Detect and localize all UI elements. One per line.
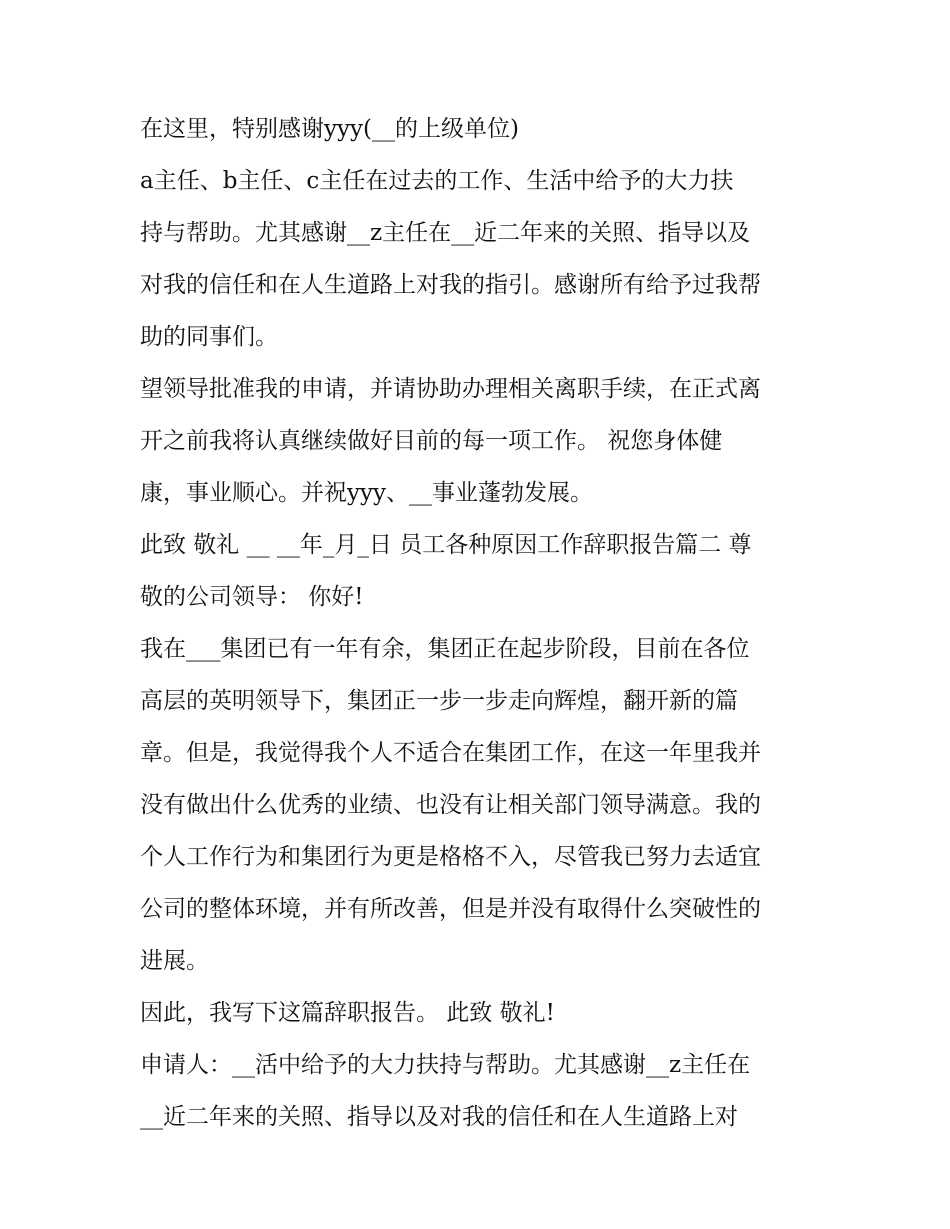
text-line: 助的同事们。 — [140, 324, 278, 350]
text-line: 持与帮助。尤其感谢__z主任在__近二年来的关照、指导以及 — [140, 220, 751, 246]
text-line: 对我的信任和在人生道路上对我的指引。感谢所有给予过我帮 — [140, 272, 761, 298]
document-body — [140, 108, 820, 1148]
text-line: 因此，我写下这篇辞职报告。 此致 敬礼! — [140, 1000, 555, 1026]
text-line: a主任、b主任、c主任在过去的工作、生活中给予的大力扶 — [140, 168, 734, 194]
text-line: 在这里，特别感谢yyy(__的上级单位) — [140, 116, 519, 142]
text-line: 章。但是，我觉得我个人不适合在集团工作，在这一年里我并 — [140, 740, 761, 766]
text-line: 我在___集团已有一年有余，集团正在起步阶段，目前在各位 — [140, 636, 750, 662]
text-line: 公司的整体环境，并有所改善，但是并没有取得什么突破性的 — [140, 896, 761, 922]
text-line: 敬的公司领导： 你好! — [140, 584, 364, 610]
text-line: 个人工作行为和集团行为更是格格不入，尽管我已努力去适宜 — [140, 844, 761, 870]
text-line: 进展。 — [140, 948, 209, 974]
text-line: 望领导批准我的申请，并请协助办理相关离职手续，在正式离 — [140, 376, 761, 402]
text-line: 没有做出什么优秀的业绩、也没有让相关部门领导满意。我的 — [140, 792, 761, 818]
text-line: 开之前我将认真继续做好目前的每一项工作。 祝您身体健 — [140, 428, 723, 454]
text-line: 此致 敬礼 __ __年_月_日 员工各种原因工作辞职报告篇二 尊 — [140, 532, 752, 558]
text-line: __近二年来的关照、指导以及对我的信任和在人生道路上对 — [140, 1104, 738, 1130]
text-line: 高层的英明领导下，集团正一步一步走向辉煌，翻开新的篇 — [140, 688, 738, 714]
text-line: 申请人：__活中给予的大力扶持与帮助。尤其感谢__z主任在 — [140, 1052, 751, 1078]
text-line: 康，事业顺心。并祝yyy、__事业蓬勃发展。 — [140, 480, 593, 506]
